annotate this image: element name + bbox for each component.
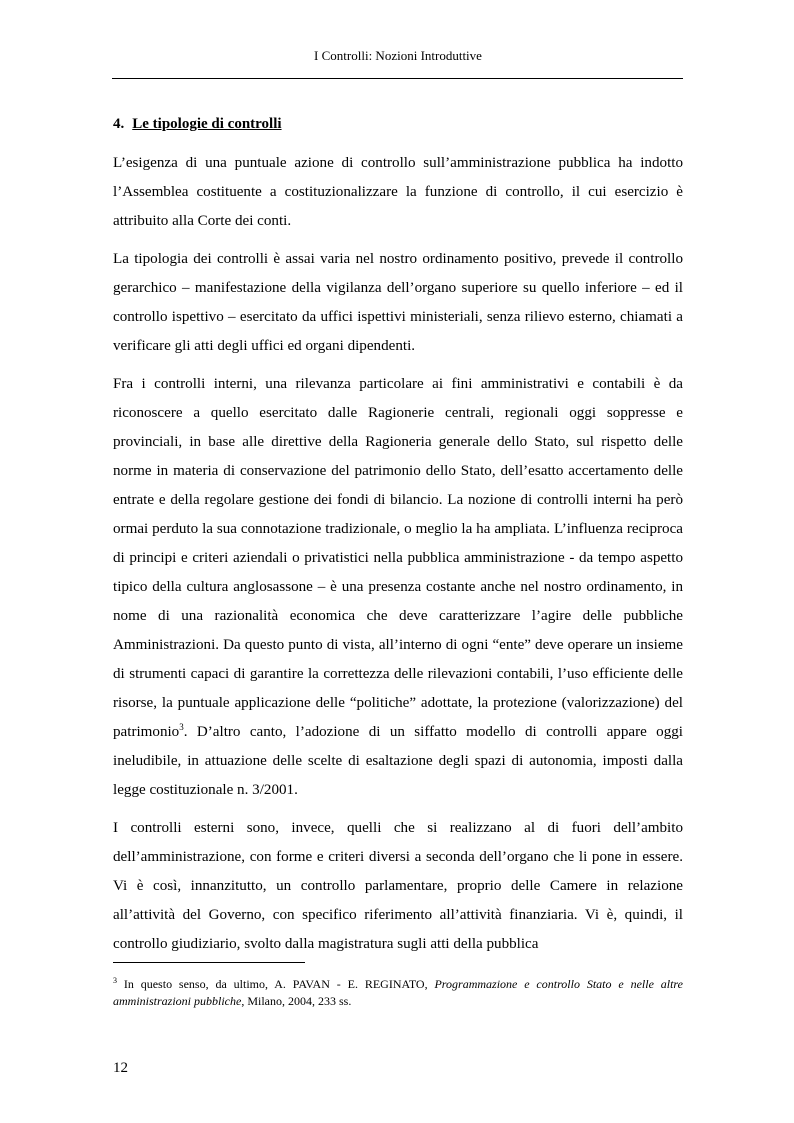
section-title: Le tipologie di controlli	[132, 116, 282, 132]
paragraph-4: I controlli esterni sono, invece, quelli che si realizzano al di fuori dell’ambito dell’amministrazione, con forme e criteri diversi a seconda dell’organo che li pone in essere. Vi è così, innanzitutto, un controllo parlamentare, proprio delle Camere in relazione all’attività del Governo, con specifico riferimento all’attività finanziaria. Vi è, quindi, il controllo giudiziario, svolto dalla magistratura sugli atti della pubblica	[113, 820, 683, 952]
paragraph-1: L’esigenza di una puntuale azione di controllo sull’amministrazione pubblica ha indotto l’Assemblea costituente a costituzionalizzare la funzione di controllo, il cui esercizio è attribuito alla Corte dei conti.	[113, 155, 683, 229]
footnote-reference: 3	[179, 721, 184, 732]
footnote-rule	[113, 962, 305, 963]
paragraph-3-text: Fra i controlli interni, una rilevanza particolare ai fini amministrativi e contabili è da riconoscere a quello esercitato dalle Ragionerie centrali, regionali oggi soppresse e provinciali, in base alle direttive della Ragioneria generale dello Stato, sul rispetto delle norme in materia di conservazione del patrimonio dello Stato, dell’esatto accertamento delle entrate e della regolare gestione dei fondi di bilancio. La nozione di controlli interni ha però ormai perduto la sua connotazione tradizionale, o meglio la ha ampliata. L’influenza reciproca di principi e criteri aziendali o privatistici nella pubblica amministrazione - da tempo aspetto tipico della cultura anglosassone – è una presenza costante anche nel nostro ordinamento, in nome di una razionalità economica che deve caratterizzare l’agire delle pubbliche Amministrazioni. Da questo punto di vista, all’interno di ogni “ente” deve operare un insieme di strumenti capaci di garantire la correttezza delle rilevazioni contabili, l’uso efficiente delle risorse, la puntuale applicazione delle “politiche” adottate, la protezione (valorizzazione) del patrimonio	[113, 376, 683, 740]
section-heading	[113, 110, 683, 138]
footnote-number: 3	[113, 976, 117, 985]
footnote-book-title: Programmazione e controllo Stato e nelle altre amministrazioni pubbliche	[113, 977, 683, 1008]
page-number: 12	[113, 1060, 128, 1076]
page-body	[113, 110, 683, 968]
header-rule	[112, 78, 683, 79]
footnote-tail: , Milano, 2004, 233 ss.	[241, 994, 352, 1008]
paragraph-2: La tipologia dei controlli è assai varia nel nostro ordinamento positivo, prevede il controllo gerarchico – manifestazione della vigilanza dell’organo superiore su quello inferiore – ed il controllo ispettivo – esercitato da uffici ispettivi ministeriali, senza rilievo esterno, chiamati a verificare gli atti degli uffici ed organi dipendenti.	[113, 251, 683, 354]
footnote	[113, 976, 683, 1010]
footnote-lead: In questo senso, da ultimo, A. PAVAN - E. REGINATO,	[117, 977, 435, 991]
section-number: 4.	[113, 116, 125, 132]
paragraph-3	[113, 370, 683, 805]
running-header: I Controlli: Nozioni Introduttive	[314, 48, 482, 63]
paragraph-3-tail: . D’altro canto, l’adozione di un siffatto modello di controlli appare oggi ineludibile, in attuazione delle scelte di esaltazione degli spazi di autonomia, imposti dalla legge costituzionale n. 3/2001.	[113, 724, 683, 798]
